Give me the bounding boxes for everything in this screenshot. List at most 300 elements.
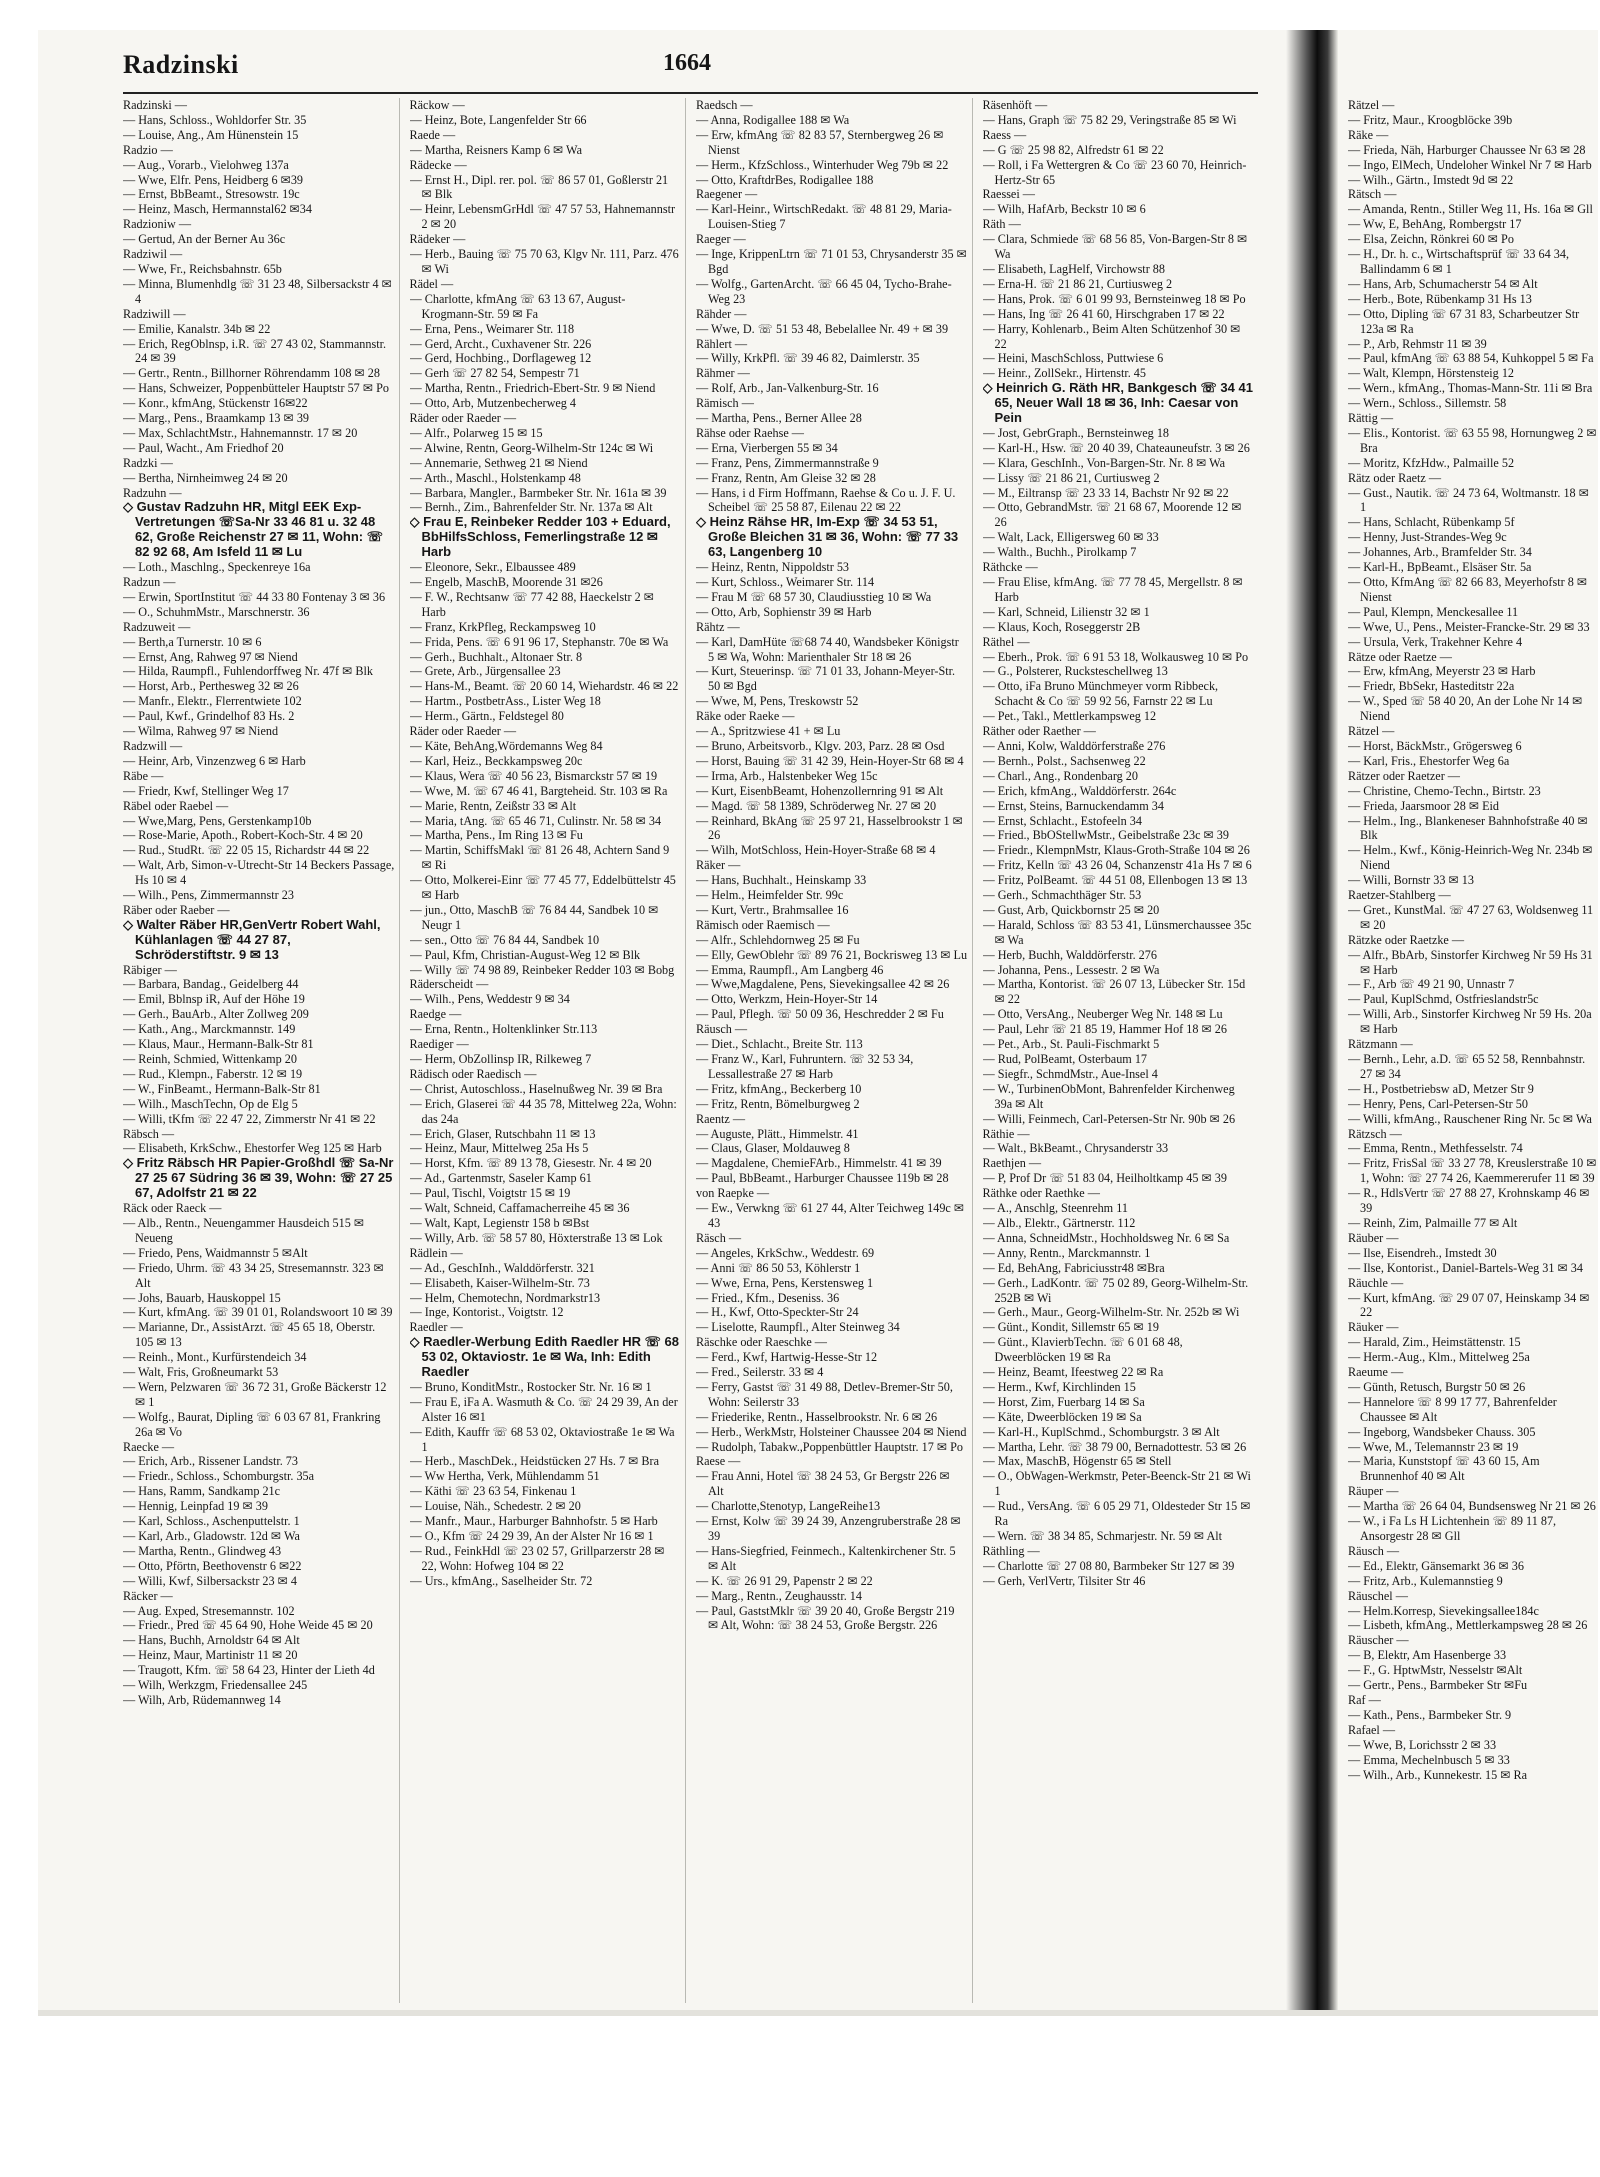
directory-entry: — Günt., KlavierbTechn. ☏ 6 01 68 48, Dweerblöcken 19 ✉ Ra — [982, 1335, 1183, 1365]
directory-entry: Raess — — [982, 127, 1027, 142]
directory-entry: — Frau Anni, Hotel ☏ 38 24 53, Gr Bergstr 226 ✉ Alt — [696, 1469, 950, 1499]
directory-entry: — Reinh, Schmied, Wittenkamp 20 — [123, 1052, 297, 1066]
directory-entry: Räck oder Raeck — — [123, 1201, 222, 1216]
directory-entry: — Henry, Pens, Carl-Petersen-Str 50 — [1348, 1096, 1528, 1111]
directory-entry: — Wwe, M., Telemannstr 23 ✉ 19 — [1348, 1439, 1519, 1454]
directory-entry: Räthie — — [982, 1126, 1030, 1141]
directory-entry: — Johannes, Arb., Bramfelder Str. 34 — [1348, 545, 1532, 560]
directory-entry: — Marianne, Dr., AssistArzt. ☏ 45 65 18, Oberstr. 105 ✉ 13 — [123, 1320, 376, 1350]
directory-entry: — Loth., Maschlng., Speckenreye 16a — [123, 560, 311, 575]
directory-entry: — Roll, i Fa Wettergren & Co ☏ 23 60 70, Heinrich-Hertz-Str 65 — [982, 157, 1247, 187]
directory-entry: — Paul, kfmAng ☏ 63 88 54, Kuhkoppel 5 ✉ Fa — [1348, 351, 1594, 366]
directory-entry: Radzio — — [123, 142, 173, 157]
directory-entry: Raedge — — [409, 1007, 462, 1022]
directory-entry: — Magd. ☏ 58 1389, Schröderweg Nr. 27 ✉ 20 — [696, 798, 937, 813]
directory-entry: Räbe — — [123, 768, 164, 783]
directory-entry: Rädlein — — [409, 1245, 463, 1260]
scanned-spread — [38, 30, 1598, 2010]
directory-entry: Räusch — — [696, 1022, 748, 1037]
directory-entry: — Paul, Tischl, Voigtstr 15 ✉ 19 — [409, 1186, 571, 1201]
directory-entry: — Helm., Kwf., König-Heinrich-Weg Nr. 234b ✉ Niend — [1348, 843, 1593, 873]
directory-entry: — Fred., Seilerstr. 33 ✉ 4 — [696, 1365, 824, 1380]
directory-entry: Raeger — — [696, 232, 746, 247]
directory-entry: Rätzke oder Raetzke — — [1348, 932, 1465, 947]
directory-entry: — Henny, Just-Strandes-Weg 9c — [1348, 530, 1507, 545]
directory-entry: — Alfr., BbArb, Sinstorfer Kirchweg Nr 59 Hs 31 ✉ Harb — [1348, 947, 1593, 977]
directory-entry: — Liselotte, Raumpfl., Alter Steinweg 34 — [696, 1320, 900, 1335]
directory-entry: — H., Dr. h. c., Wirtschaftsprüf ☏ 33 64 34, Ballindamm 6 ✉ 1 — [1348, 247, 1570, 276]
directory-entry: — Reinh, Zim, Palmaille 77 ✉ Alt — [1348, 1215, 1518, 1230]
directory-entry: — Elisabeth, LagHelf, Virchowstr 88 — [982, 261, 1165, 276]
directory-entry: — Heinz, Maur, Martinistr 11 ✉ 20 — [123, 1648, 298, 1663]
directory-entry: — Willi, tKfm ☏ 22 47 22, Zimmerstr Nr 41 ✉ 22 — [123, 1111, 376, 1126]
directory-entry: — Wilh., Arb., Kunnekestr. 15 ✉ Ra — [1348, 1767, 1528, 1782]
directory-entry: — Ed, BehAng, Fabriciusstr48 ✉Bra — [982, 1260, 1165, 1275]
directory-entry: — Otto, Arb, Mutzenbecherweg 4 — [409, 396, 577, 411]
directory-entry: — Rudolph, Tabakw.,Poppenbüttler Hauptstr. 17 ✉ Po — [696, 1439, 963, 1454]
directory-entry: Räther oder Raether — — [982, 724, 1096, 739]
directory-entry: — Wwe,Magdalene, Pens, Sievekingsallee 42 ✉ 26 — [696, 977, 950, 992]
directory-entry: — Herb., WerkMstr, Holsteiner Chaussee 204 ✉ Niend — [696, 1424, 967, 1439]
directory-entry: — Hartm., PostbetrAss., Lister Weg 18 — [409, 694, 601, 709]
directory-entry: — Irma, Arb., Halstenbeker Weg 15c — [696, 768, 878, 783]
directory-entry: — Charl., Ang., Rondenbarg 20 — [982, 768, 1138, 783]
directory-entry: — Martha, Lehr. ☏ 38 79 00, Bernadottestr. 53 ✉ 26 — [982, 1439, 1247, 1454]
directory-entry: — Inge, KrippenLtrn ☏ 71 01 53, Chrysanderstr 35 ✉ Bgd — [696, 247, 967, 276]
directory-entry: — Ernst, Schlacht., Estofeeln 34 — [982, 813, 1142, 828]
directory-entry: — Hans, Schloss., Wohldorfer Str. 35 — [123, 112, 307, 127]
directory-entry: — Aug., Vorarb., Vielohweg 137a — [123, 157, 289, 172]
directory-entry: — Willy, Arb. ☏ 58 57 80, Höxterstraße 13 ✉ Lok — [409, 1230, 663, 1245]
directory-entry: — Günth, Retusch, Burgstr 50 ✉ 26 — [1348, 1379, 1526, 1394]
directory-entry: Rätsch — — [1348, 187, 1397, 202]
directory-entry: — Anna, Rodigallee 188 ✉ Wa — [696, 112, 850, 127]
directory-entry: — Fritz, Rentn, Bömelburgweg 2 — [696, 1096, 860, 1111]
directory-entry: ◇ Frau E, Reinbeker Redder 103 + Eduard, BbHilfsSchloss, Femerlingstraße 12 ✉ Harb — [409, 514, 671, 560]
directory-entry: — Karl-H., KuplSchmd., Schomburgstr. 3 ✉ Alt — [982, 1424, 1220, 1439]
directory-entry: Räthcke — — [982, 560, 1038, 575]
directory-entry: Rätzel — — [1348, 98, 1395, 112]
directory-entry: Raetzer-Stahlberg — — [1348, 888, 1451, 903]
directory-entry: — Kath., Ang., Marckmannstr. 149 — [123, 1022, 296, 1037]
directory-entry: — Ad., Gartenmstr, Saseler Kamp 61 — [409, 1171, 592, 1186]
directory-entry: Räbel oder Raebel — — [123, 798, 229, 813]
directory-entry: — Walt, Arb, Simon-v-Utrecht-Str 14 Beckers Passage, Hs 10 ✉ 4 — [123, 858, 395, 888]
directory-entry: — Ernst, BbBeamt., Stresowstr. 19c — [123, 187, 300, 202]
directory-entry: Räker — — [696, 858, 741, 873]
directory-entry: — Erna-H. ☏ 21 86 21, Curtiusweg 2 — [982, 276, 1173, 291]
directory-entry: Räsenhöft — — [982, 98, 1048, 112]
directory-entry: — W., FinBeamt., Hermann-Balk-Str 81 — [123, 1081, 321, 1096]
directory-entry: Raf — — [1348, 1692, 1381, 1707]
directory-entry: — Wolfg., Baurat, Dipling ☏ 6 03 67 81, Frankring 26a ✉ Vo — [123, 1409, 381, 1439]
directory-entry: — Karl, DamHüte ☏68 74 40, Wandsbeker Königstr 5 ✉ Wa, Wohn: Marienthaler Str 18 ✉ 26 — [696, 634, 959, 664]
directory-entry: ◇ Raedler-Werbung Edith Raedler HR ☏ 68 53 02, Oktaviostr. 1e ✉ Wa, Inh: Edith Raedler — [409, 1334, 679, 1380]
directory-entry: — Gerh., Schmachthäger Str. 53 — [982, 888, 1142, 903]
directory-entry: — Walth., Buchh., Pirolkamp 7 — [982, 545, 1137, 560]
directory-entry: Rähse oder Raehse — — [696, 425, 804, 440]
directory-entry: — Siegfr., SchmdMstr., Aue-Insel 4 — [982, 1066, 1158, 1081]
directory-entry: Raessei — — [982, 187, 1035, 202]
directory-entry: — W., i Fa Ls H Lichtenhein ☏ 89 11 87, Ansorgestr 28 ✉ Gll — [1348, 1514, 1557, 1543]
directory-entry: — Diet., Schlacht., Breite Str. 113 — [696, 1037, 863, 1052]
directory-entry: — Horst, Arb., Perthesweg 32 ✉ 26 — [123, 679, 299, 694]
directory-entry: — Käte, BehAng,Wördemanns Weg 84 — [409, 738, 603, 753]
directory-entry: — Jost, GebrGraph., Bernsteinweg 18 — [982, 425, 1170, 440]
directory-entry: — Otto, VersAng., Neuberger Weg Nr. 148 ✉ Lu — [982, 1007, 1223, 1022]
directory-entry: Rafael — — [1348, 1722, 1396, 1737]
directory-entry: Raediger — — [409, 1037, 469, 1052]
directory-entry: — Maria, Kunststopf ☏ 43 60 15, Am Brunnenhof 40 ✉ Alt — [1348, 1454, 1540, 1484]
directory-entry: — Ww Hertha, Verk, Mühlendamm 51 — [409, 1469, 600, 1484]
directory-entry: — Emma, Raumpfl., Am Langberg 46 — [696, 962, 884, 977]
directory-entry: — Reinh., Mont., Kurfürstendeich 34 — [123, 1350, 307, 1365]
directory-entry: Radziwil — — [123, 247, 183, 262]
directory-entry: Räuper — — [1348, 1484, 1399, 1499]
directory-entry: Räder oder Raeder — — [409, 411, 517, 426]
directory-entry: Raethjen — — [982, 1156, 1042, 1171]
directory-entry: — Eleonore, Sekr., Elbaussee 489 — [409, 560, 576, 575]
directory-entry: — Charlotte, kfmAng ☏ 63 13 67, August-Krogmann-Str. 59 ✉ Fa — [409, 291, 626, 321]
directory-entry: Rähmer — — [696, 366, 750, 381]
directory-entry: — Alfr., Polarweg 15 ✉ 15 — [409, 425, 543, 440]
directory-entry: — F., Arb ☏ 49 21 90, Unnastr 7 — [1348, 977, 1515, 992]
directory-entry: — Eberh., Prok. ☏ 6 91 53 18, Wolkausweg 10 ✉ Po — [982, 649, 1249, 664]
directory-entry: — Horst, Kfm. ☏ 89 13 78, Giesestr. Nr. 4 ✉ 20 — [409, 1156, 652, 1171]
directory-entry: — Lissy ☏ 21 86 21, Curtiusweg 2 — [982, 470, 1160, 485]
directory-entry: — Günt., Kondit, Sillemstr 65 ✉ 19 — [982, 1320, 1159, 1335]
directory-entry: — Wilh, HafArb, Beckstr 10 ✉ 6 — [982, 202, 1146, 217]
directory-entry: — Inge, Kontorist., Voigtstr. 12 — [409, 1305, 564, 1320]
directory-entry: — Amanda, Rentn., Stiller Weg 11, Hs. 16a ✉ Gll — [1348, 202, 1593, 217]
directory-entry: — Bernh., Lehr, a.D. ☏ 65 52 58, Rennbahnstr. 27 ✉ 34 — [1348, 1052, 1586, 1081]
directory-entry: — Wwe, M, Pens, Treskowstr 52 — [696, 694, 859, 709]
directory-entry: — Hans, Graph ☏ 75 82 29, Veringstraße 85 ✉ Wi — [982, 112, 1237, 127]
directory-entry: Räth — — [982, 217, 1021, 232]
directory-entry: — Bruno, Arbeitsvorb., Klgv. 203, Parz. 28 ✉ Osd — [696, 738, 945, 753]
directory-entry: — Friedr, BbSekr, Hasteditstr 22a — [1348, 679, 1515, 694]
directory-entry: — Hans, Arb, Schumacherstr 54 ✉ Alt — [1348, 276, 1538, 291]
directory-entry: — Gerh, VerlVertr, Tilsiter Str 46 — [982, 1573, 1146, 1588]
directory-entry: — Annemarie, Sethweg 21 ✉ Niend — [409, 455, 588, 470]
directory-entry: — Heinz, Masch, Hermannstal62 ✉34 — [123, 202, 312, 217]
directory-entry: Räthel — — [982, 634, 1030, 649]
directory-entry: — O., SchuhmMstr., Marschnerstr. 36 — [123, 604, 310, 619]
directory-entry: — Erna, Pens., Weimarer Str. 118 — [409, 321, 575, 336]
directory-entry: — Paul, BbBeamt., Harburger Chaussee 119b ✉ 28 — [696, 1171, 949, 1186]
directory-entry: — Rud., StudRt. ☏ 22 05 15, Richardstr 44 ✉ 22 — [123, 843, 370, 858]
directory-entry: Rädecke — — [409, 157, 467, 172]
directory-entry: ◇ Heinz Rähse HR, Im-Exp ☏ 34 53 51, Große Bleichen 31 ✉ 36, Wohn: ☏ 77 33 63, Langenberg 10 — [696, 514, 959, 560]
directory-entry: — F. W., Rechtsanw ☏ 77 42 88, Haeckelstr 2 ✉ Harb — [409, 589, 654, 619]
directory-entry: — Frieda, Näh, Harburger Chaussee Nr 63 ✉ 28 — [1348, 142, 1586, 157]
directory-entry: — Wwe, M. ☏ 67 46 41, Bargteheid. Str. 103 ✉ Ra — [409, 783, 668, 798]
directory-entry: — Horst, Bauing ☏ 31 42 39, Hein-Hoyer-Str 68 ✉ 4 — [696, 753, 964, 768]
directory-entry: — Minna, Blumenhdlg ☏ 31 23 48, Silbersackstr 4 ✉ 4 — [123, 276, 392, 306]
directory-entry: — Wolfg., GartenArcht. ☏ 66 45 04, Tycho-Brahe-Weg 23 — [696, 276, 952, 306]
directory-entry: — W., Sped ☏ 58 40 20, An der Lohe Nr 14 ✉ Niend — [1348, 694, 1583, 724]
directory-column-1 — [123, 98, 400, 2003]
directory-entry: — Erich, kfmAng., Walddörferstr. 264c — [982, 783, 1177, 798]
directory-entry: Rämisch oder Raemisch — — [696, 917, 830, 932]
directory-entry: — Emma, Rentn., Methfesselstr. 74 — [1348, 1141, 1523, 1156]
directory-entry: — Walt, Kapt, Legienstr 158 b ✉Bst — [409, 1215, 590, 1230]
directory-entry: — Hans, Prok. ☏ 6 01 99 93, Bernsteinweg 18 ✉ Po — [982, 291, 1246, 306]
directory-entry: — Frieda, Jaarsmoor 28 ✉ Eid — [1348, 798, 1500, 813]
directory-entry: — Erw, kfmAng ☏ 82 83 57, Sternbergweg 26 ✉ Nienst — [696, 127, 944, 157]
directory-entry: — Heinr., ZollSekr., Hirtenstr. 45 — [982, 366, 1146, 381]
directory-entry: Radzwill — — [123, 738, 183, 753]
directory-entry: — Karl, Fris., Ehestorfer Weg 6a — [1348, 753, 1510, 768]
running-head: Radzinski — [123, 50, 239, 79]
directory-entry: — Erich, Glaserei ☏ 44 35 78, Mittelweg 22a, Wohn: das 24a — [409, 1096, 677, 1126]
directory-entry: — Elsa, Zeichn, Rönkrei 60 ✉ Po — [1348, 232, 1514, 247]
directory-entry: — Gust, Arb, Quickbornstr 25 ✉ 20 — [982, 902, 1160, 917]
directory-entry: — Martha, Rentn., Glindweg 43 — [123, 1543, 282, 1558]
directory-entry: — Wern, Pelzwaren ☏ 36 72 31, Große Bäckerstr 12 ✉ 1 — [123, 1379, 387, 1409]
directory-entry: — Wwe, D. ☏ 51 53 48, Bebelallee Nr. 49 + ✉ 39 — [696, 321, 949, 336]
directory-entry: — A., Spritzwiese 41 + ✉ Lu — [696, 724, 841, 739]
directory-entry: — Rud, PolBeamt, Osterbaum 17 — [982, 1052, 1148, 1066]
directory-entry: — Martha, Reisners Kamp 6 ✉ Wa — [409, 142, 582, 157]
book-gutter — [1286, 30, 1338, 2010]
directory-entry: Raecke — — [123, 1439, 175, 1454]
directory-entry: Raedler — — [409, 1320, 463, 1335]
directory-entry: Raeume — — [1348, 1365, 1404, 1380]
directory-entry: — Berth,a Turnerstr. 10 ✉ 6 — [123, 634, 262, 649]
directory-entry: — Auguste, Plätt., Himmelstr. 41 — [696, 1126, 859, 1141]
directory-entry: — Ilse, Eisendreh., Imstedt 30 — [1348, 1245, 1497, 1260]
directory-entry: — Charlotte ☏ 27 08 80, Barmbeker Str 127 ✉ 39 — [982, 1558, 1235, 1573]
directory-entry: — Wilh., MaschTechn, Op de Elg 5 — [123, 1096, 298, 1111]
directory-entry: Radzuhn — — [123, 485, 182, 500]
directory-entry: — Käthi ☏ 23 63 54, Finkenau 1 — [409, 1484, 577, 1499]
directory-entry: — Harald, Schloss ☏ 83 53 41, Lünsmerchaussee 35c ✉ Wa — [982, 917, 1252, 947]
directory-entry: — Hans, i d Firm Hoffmann, Raehse & Co u. J. F. U. Scheibel ☏ 25 58 87, Eilenau 22 ✉ 22 — [696, 485, 956, 515]
directory-entry: Räder oder Raeder — — [409, 724, 517, 739]
left-page — [38, 30, 1288, 2010]
directory-entry: — Martha, Pens., Berner Allee 28 — [696, 411, 862, 426]
directory-entry: — Otto, KraftdrBes, Rodigallee 188 — [696, 172, 874, 187]
directory-entry: — Fritz, FrisSal ☏ 33 27 78, Kreuslerstraße 10 ✉ 1, Wohn: ☏ 27 74 26, Kaemmererufer 11 ✉ 39 — [1348, 1156, 1597, 1186]
directory-entry: — Herm.-Aug., Klm., Mittelweg 25a — [1348, 1350, 1530, 1365]
directory-entry: — Karl, Arb., Gladowstr. 12d ✉ Wa — [123, 1529, 300, 1543]
directory-entry: — Manfr., Maur., Harburger Bahnhofstr. 5 ✉ Harb — [409, 1514, 658, 1529]
directory-entry: Räckow — — [409, 98, 465, 112]
directory-entry: — Engelb, MaschB, Moorende 31 ✉26 — [409, 575, 603, 589]
directory-entry: — Wilh., Gärtn., Imstedt 9d ✉ 22 — [1348, 172, 1514, 187]
directory-entry: — Paul, Kfm, Christian-August-Weg 12 ✉ Blk — [409, 947, 641, 962]
directory-entry: — Karl, Schneid, Lilienstr 32 ✉ 1 — [982, 604, 1150, 619]
directory-entry: — Anny, Rentn., Marckmannstr. 1 — [982, 1245, 1151, 1260]
directory-entry: — Grete, Arb., Jürgensallee 23 — [409, 664, 561, 679]
directory-entry: — Hans, Buchhalt., Heinskamp 33 — [696, 873, 867, 888]
directory-entry: — Ernst, Steins, Barnuckendamm 34 — [982, 798, 1164, 813]
directory-entry: — Ilse, Kontorist., Daniel-Bartels-Weg 31 ✉ 34 — [1348, 1260, 1583, 1275]
directory-entry: — Walt, Fris, Großneumarkt 53 — [123, 1365, 279, 1380]
directory-entry: — Willy ☏ 74 98 89, Reinbeker Redder 103 ✉ Bobg — [409, 962, 675, 977]
directory-entry: — Kath., Pens., Barmbeker Str. 9 — [1348, 1707, 1512, 1722]
directory-entry: Räbsch — — [123, 1126, 175, 1141]
directory-entry: — Wilh., Pens, Weddestr 9 ✉ 34 — [409, 992, 570, 1007]
directory-entry: — Horst, Zim, Fuerbarg 14 ✉ Sa — [982, 1394, 1145, 1409]
directory-entry: — Friedr., KlempnMstr, Klaus-Groth-Straße 104 ✉ 26 — [982, 843, 1250, 858]
directory-entry: — Hans, Schweizer, Poppenbütteler Hauptstr 57 ✉ Po — [123, 381, 389, 396]
directory-entry: — Karl, Heiz., Beckkampsweg 20c — [409, 753, 583, 768]
directory-entry: — Friederike, Rentn., Hasselbrookstr. Nr. 6 ✉ 26 — [696, 1409, 938, 1424]
directory-entry: — Emil, Bblnsp iR, Auf der Höhe 19 — [123, 992, 305, 1007]
directory-entry: — Rud., FeinkHdl ☏ 23 02 57, Grillparzerstr 28 ✉ 22, Wohn: Hofweg 104 ✉ 22 — [409, 1543, 665, 1573]
directory-entry: — Fritz, Arb., Kulemannstieg 9 — [1348, 1573, 1503, 1588]
directory-entry: — Gerh., Buchhalt., Altonaer Str. 8 — [409, 649, 583, 664]
directory-entry: Radzioniw — — [123, 217, 192, 232]
directory-entry: — Hans-M., Beamt. ☏ 20 60 14, Wiehardstr. 46 ✉ 22 — [409, 679, 679, 694]
directory-entry: — Otto, Arb, Sophienstr 39 ✉ Harb — [696, 604, 872, 619]
directory-entry: — Johs, Bauarb, Hauskoppel 15 — [123, 1290, 281, 1305]
directory-entry: — Christ, Autoschloss., Haselnußweg Nr. 39 ✉ Bra — [409, 1081, 663, 1096]
directory-entry: — Herb, Buchh, Walddörferstr. 276 — [982, 947, 1157, 962]
directory-entry: — Wwe, Fr., Reichsbahnstr. 65b — [123, 261, 282, 276]
directory-entry: — Gret., KunstMal. ☏ 47 27 63, Woldsenweg 11 ✉ 20 — [1348, 902, 1594, 932]
directory-entry: — Ernst, Kolw ☏ 39 24 39, Anzengruberstraße 28 ✉ 39 — [696, 1514, 961, 1543]
directory-entry: Raentz — — [696, 1111, 746, 1126]
directory-entry: — Helm., Ing., Blankeneser Bahnhofstraße 40 ✉ Blk — [1348, 813, 1588, 843]
directory-entry: — O., Kfm ☏ 24 29 39, An der Alster Nr 16 ✉ 1 — [409, 1529, 654, 1543]
directory-entry: — Edith, Kauffr ☏ 68 53 02, Oktaviostraße 1e ✉ Wa 1 — [409, 1424, 675, 1454]
directory-entry: — Elisabeth, KrkSchw., Ehestorfer Weg 125 ✉ Harb — [123, 1141, 382, 1156]
directory-entry: — Kurt, Vertr., Brahmsallee 16 — [696, 902, 849, 917]
directory-entry: — Ed., Elektr, Gänsemarkt 36 ✉ 36 — [1348, 1558, 1524, 1573]
directory-entry: Räschke oder Raeschke — — [696, 1335, 827, 1350]
directory-entry: — Alfr., Schlehdornweg 25 ✉ Fu — [696, 932, 860, 947]
directory-entry: — Helm.Korresp, Sievekingsallee184c — [1348, 1603, 1539, 1618]
directory-entry: — Herm., Gärtn., Feldstegel 80 — [409, 709, 564, 724]
directory-entry: — Martha, Kontorist. ☏ 26 07 13, Lübecker Str. 15d ✉ 22 — [982, 977, 1246, 1007]
directory-entry: — Gerh ☏ 27 82 54, Sempestr 71 — [409, 366, 580, 381]
directory-entry: — Anni ☏ 86 50 53, Köhlerstr 1 — [696, 1260, 861, 1275]
directory-entry: — Otto, Dipling ☏ 67 31 83, Scharbeutzer Str 123a ✉ Ra — [1348, 306, 1580, 336]
directory-entry: — Gertr., Rentn., Billhorner Röhrendamm 108 ✉ 28 — [123, 366, 380, 381]
directory-entry: — Alwine, Rentn, Georg-Wilhelm-Str 124c ✉ Wi — [409, 440, 654, 455]
directory-entry: — H., Postbetriebsw aD, Metzer Str 9 — [1348, 1081, 1534, 1096]
directory-entry: Räcker — — [123, 1588, 173, 1603]
directory-entry: — Angeles, KrkSchw., Weddestr. 69 — [696, 1245, 875, 1260]
directory-entry: — Frau M ☏ 68 57 30, Claudiusstieg 10 ✉ Wa — [696, 589, 932, 604]
directory-entry: — R., HdlsVertr ☏ 27 88 27, Krohnskamp 46 ✉ 39 — [1348, 1186, 1590, 1216]
directory-entry: — Hans, Schlacht, Rübenkamp 5f — [1348, 515, 1515, 530]
directory-entry: — Erich, RegOblnsp, i.R. ☏ 27 43 02, Stammannstr. 24 ✉ 39 — [123, 336, 387, 366]
directory-entry: — Ingeborg, Wandsbeker Chauss. 305 — [1348, 1424, 1536, 1439]
directory-entry: — Elly, GewOblehr ☏ 89 76 21, Bockrisweg 13 ✉ Lu — [696, 947, 968, 962]
directory-entry: — W., TurbinenObMont, Bahrenfelder Kirchenweg 39a ✉ Alt — [982, 1081, 1235, 1111]
directory-entry: — Erich, Arb., Rissener Landstr. 73 — [123, 1454, 298, 1469]
directory-entry: ◇ Fritz Räbsch HR Papier-Großhdl ☏ Sa-Nr 27 25 67 Südring 36 ✉ 39, Wohn: ☏ 27 25 67, Adolfstr 21 ✉ 22 — [123, 1155, 394, 1201]
directory-entry: — Franz, KrkPfleg, Reckampsweg 10 — [409, 619, 596, 634]
directory-entry: — Bernh., Zim., Bahrenfelder Str. Nr. 137a ✉ Alt — [409, 500, 653, 515]
directory-entry: — Heinz, Maur, Mittelweg 25a Hs 5 — [409, 1141, 589, 1156]
directory-entry: — P., Arb, Rehmstr 11 ✉ 39 — [1348, 336, 1487, 351]
directory-entry: — Emilie, Kanalstr. 34b ✉ 22 — [123, 321, 271, 336]
directory-entry: — G ☏ 25 98 82, Alfredstr 61 ✉ 22 — [982, 142, 1164, 157]
directory-entry: Räuber — — [1348, 1230, 1399, 1245]
directory-entry: — Alb., Rentn., Neuengammer Hausdeich 515 ✉ Neueng — [123, 1215, 365, 1245]
directory-entry: — Paul, Wacht., Am Friedhof 20 — [123, 440, 284, 455]
directory-entry: Räuchle — — [1348, 1275, 1404, 1290]
page-number: 1664 — [663, 50, 711, 76]
directory-entry: — Hans, Ing ☏ 26 41 60, Hirschgraben 17 ✉ 22 — [982, 306, 1225, 321]
directory-entry: — Friedo, Pens, Waidmannstr 5 ✉Alt — [123, 1245, 308, 1260]
directory-entry: Räuschel — — [1348, 1588, 1408, 1603]
scan-bottom-edge — [38, 2010, 1598, 2016]
directory-entry: — Ferd., Kwf, Hartwig-Hesse-Str 12 — [696, 1350, 878, 1365]
directory-entry: — Ingo, ElMech, Undeloher Winkel Nr 7 ✉ Harb — [1348, 157, 1592, 172]
right-page — [1338, 30, 1598, 2010]
directory-entry: Räke oder Raeke — — [696, 709, 795, 724]
directory-entry: — Frau Elise, kfmAng. ☏ 77 78 45, Mergellstr. 8 ✉ Harb — [982, 575, 1243, 604]
directory-entry: — Heinz, Rentn, Nippoldstr 53 — [696, 560, 850, 575]
directory-entry: — Otto, iFa Bruno Münchmeyer vorm Ribbeck, Schacht & Co ☏ 59 92 56, Farnstr 22 ✉ Lu — [982, 679, 1219, 709]
directory-entry: — Maria, tAng. ☏ 65 46 71, Culinstr. Nr. 58 ✉ 34 — [409, 813, 662, 828]
directory-entry: Räuscher — — [1348, 1633, 1409, 1648]
directory-entry: — Walt, Klempn, Hörstensteig 12 — [1348, 366, 1515, 381]
directory-entry: — Gertr., Pens., Barmbeker Str ✉Fu — [1348, 1678, 1528, 1693]
directory-column-2 — [410, 98, 687, 2003]
directory-entry: Radzuweit — — [123, 619, 191, 634]
directory-entry: — Karl-H., Hsw. ☏ 20 40 39, Chateauneufstr. 3 ✉ 26 — [982, 440, 1250, 455]
directory-entry: — Willi, Bornstr 33 ✉ 13 — [1348, 873, 1474, 888]
directory-entry: — Willi, Arb., Sinstorfer Kirchweg Nr 59 Hs. 20a ✉ Harb — [1348, 1007, 1592, 1037]
directory-entry: — Rud., VersAng. ☏ 6 05 29 71, Oldesteder Str 15 ✉ Ra — [982, 1499, 1251, 1529]
directory-entry: — Johanna, Pens., Lessestr. 2 ✉ Wa — [982, 962, 1160, 977]
directory-entry: — Paul, Lehr ☏ 21 85 19, Hammer Hof 18 ✉ 26 — [982, 1022, 1227, 1037]
directory-entry: — Reinhard, BkAng ☏ 25 97 21, Hasselbrookstr 1 ✉ 26 — [696, 813, 963, 843]
directory-entry: — Gerd, Hochbing., Dorflageweg 12 — [409, 351, 592, 366]
directory-entry: Räthke oder Raethke — — [982, 1186, 1100, 1201]
directory-entry: Radziwill — — [123, 306, 186, 321]
directory-entry: — Martha, Pens., Im Ring 13 ✉ Fu — [409, 828, 583, 843]
directory-entry: — Heinz, Bote, Langenfelder Str 66 — [409, 112, 587, 127]
directory-entry: — Traugott, Kfm. ☏ 58 64 23, Hinter der Lieth 4d — [123, 1663, 375, 1678]
directory-entry: — O., ObWagen-Werkmstr, Peter-Beenck-Str 21 ✉ Wi 1 — [982, 1469, 1251, 1499]
header-rule — [123, 92, 1258, 94]
directory-entry: — Moritz, KfzHdw., Palmaille 52 — [1348, 455, 1515, 470]
directory-entry: — Wwe, B, Lorichsstr 2 ✉ 33 — [1348, 1737, 1497, 1752]
directory-entry: — Franz W., Karl, Fuhruntern. ☏ 32 53 34, Lessallestraße 27 ✉ Harb — [696, 1052, 914, 1081]
directory-entry: — Herm., KfzSchloss., Winterhuder Weg 79b ✉ 22 — [696, 157, 949, 172]
directory-entry: Rädel — — [409, 276, 454, 291]
directory-entry: ◇ Walter Räber HR,GenVertr Robert Wahl, Kühlanlagen ☏ 44 27 87, Schröderstiftstr. 9 ✉ 13 — [123, 916, 381, 962]
directory-entry: — Friedr., Pred ☏ 45 64 90, Hohe Weide 45 ✉ 20 — [123, 1618, 373, 1633]
directory-entry: — Klaus, Wera ☏ 40 56 23, Bismarckstr 57 ✉ 19 — [409, 768, 658, 783]
directory-entry: — Claus, Glaser, Moldauweg 8 — [696, 1141, 850, 1156]
directory-entry: Rämisch — — [696, 396, 754, 411]
directory-entry: — Willi, Kwf, Silbersackstr 23 ✉ 4 — [123, 1573, 298, 1588]
directory-entry: — Hans, Ramm, Sandkamp 21c — [123, 1484, 281, 1499]
directory-entry: — Helm, Chemotechn, Nordmarkstr13 — [409, 1290, 601, 1305]
directory-entry: — Marie, Rentn, Zeißstr 33 ✉ Alt — [409, 798, 577, 813]
directory-entry: Radzinski — — [123, 98, 187, 112]
directory-entry: Radzki — — [123, 455, 173, 470]
directory-entry: — Martha, Rentn., Friedrich-Ebert-Str. 9 ✉ Niend — [409, 381, 656, 396]
directory-entry: — Kurt, Schloss., Weimarer Str. 114 — [696, 575, 875, 589]
directory-entry: — Erna, Rentn., Holtenklinker Str.113 — [409, 1022, 598, 1037]
directory-entry: — Herm., Kwf, Kirchlinden 15 — [982, 1379, 1136, 1394]
directory-entry: — Frida, Pens. ☏ 6 91 96 17, Stephanstr. 70e ✉ Wa — [409, 634, 669, 649]
directory-entry: — Elis., Kontorist. ☏ 63 55 98, Hornungweg 2 ✉ Bra — [1348, 425, 1597, 455]
directory-entry: — sen., Otto ☏ 76 84 44, Sandbek 10 — [409, 932, 600, 947]
directory-entry: — Bertha, Nirnheimweg 24 ✉ 20 — [123, 470, 288, 485]
directory-entry: — M., Eiltransp ☏ 23 33 14, Bachstr Nr 92 ✉ 22 — [982, 485, 1229, 500]
